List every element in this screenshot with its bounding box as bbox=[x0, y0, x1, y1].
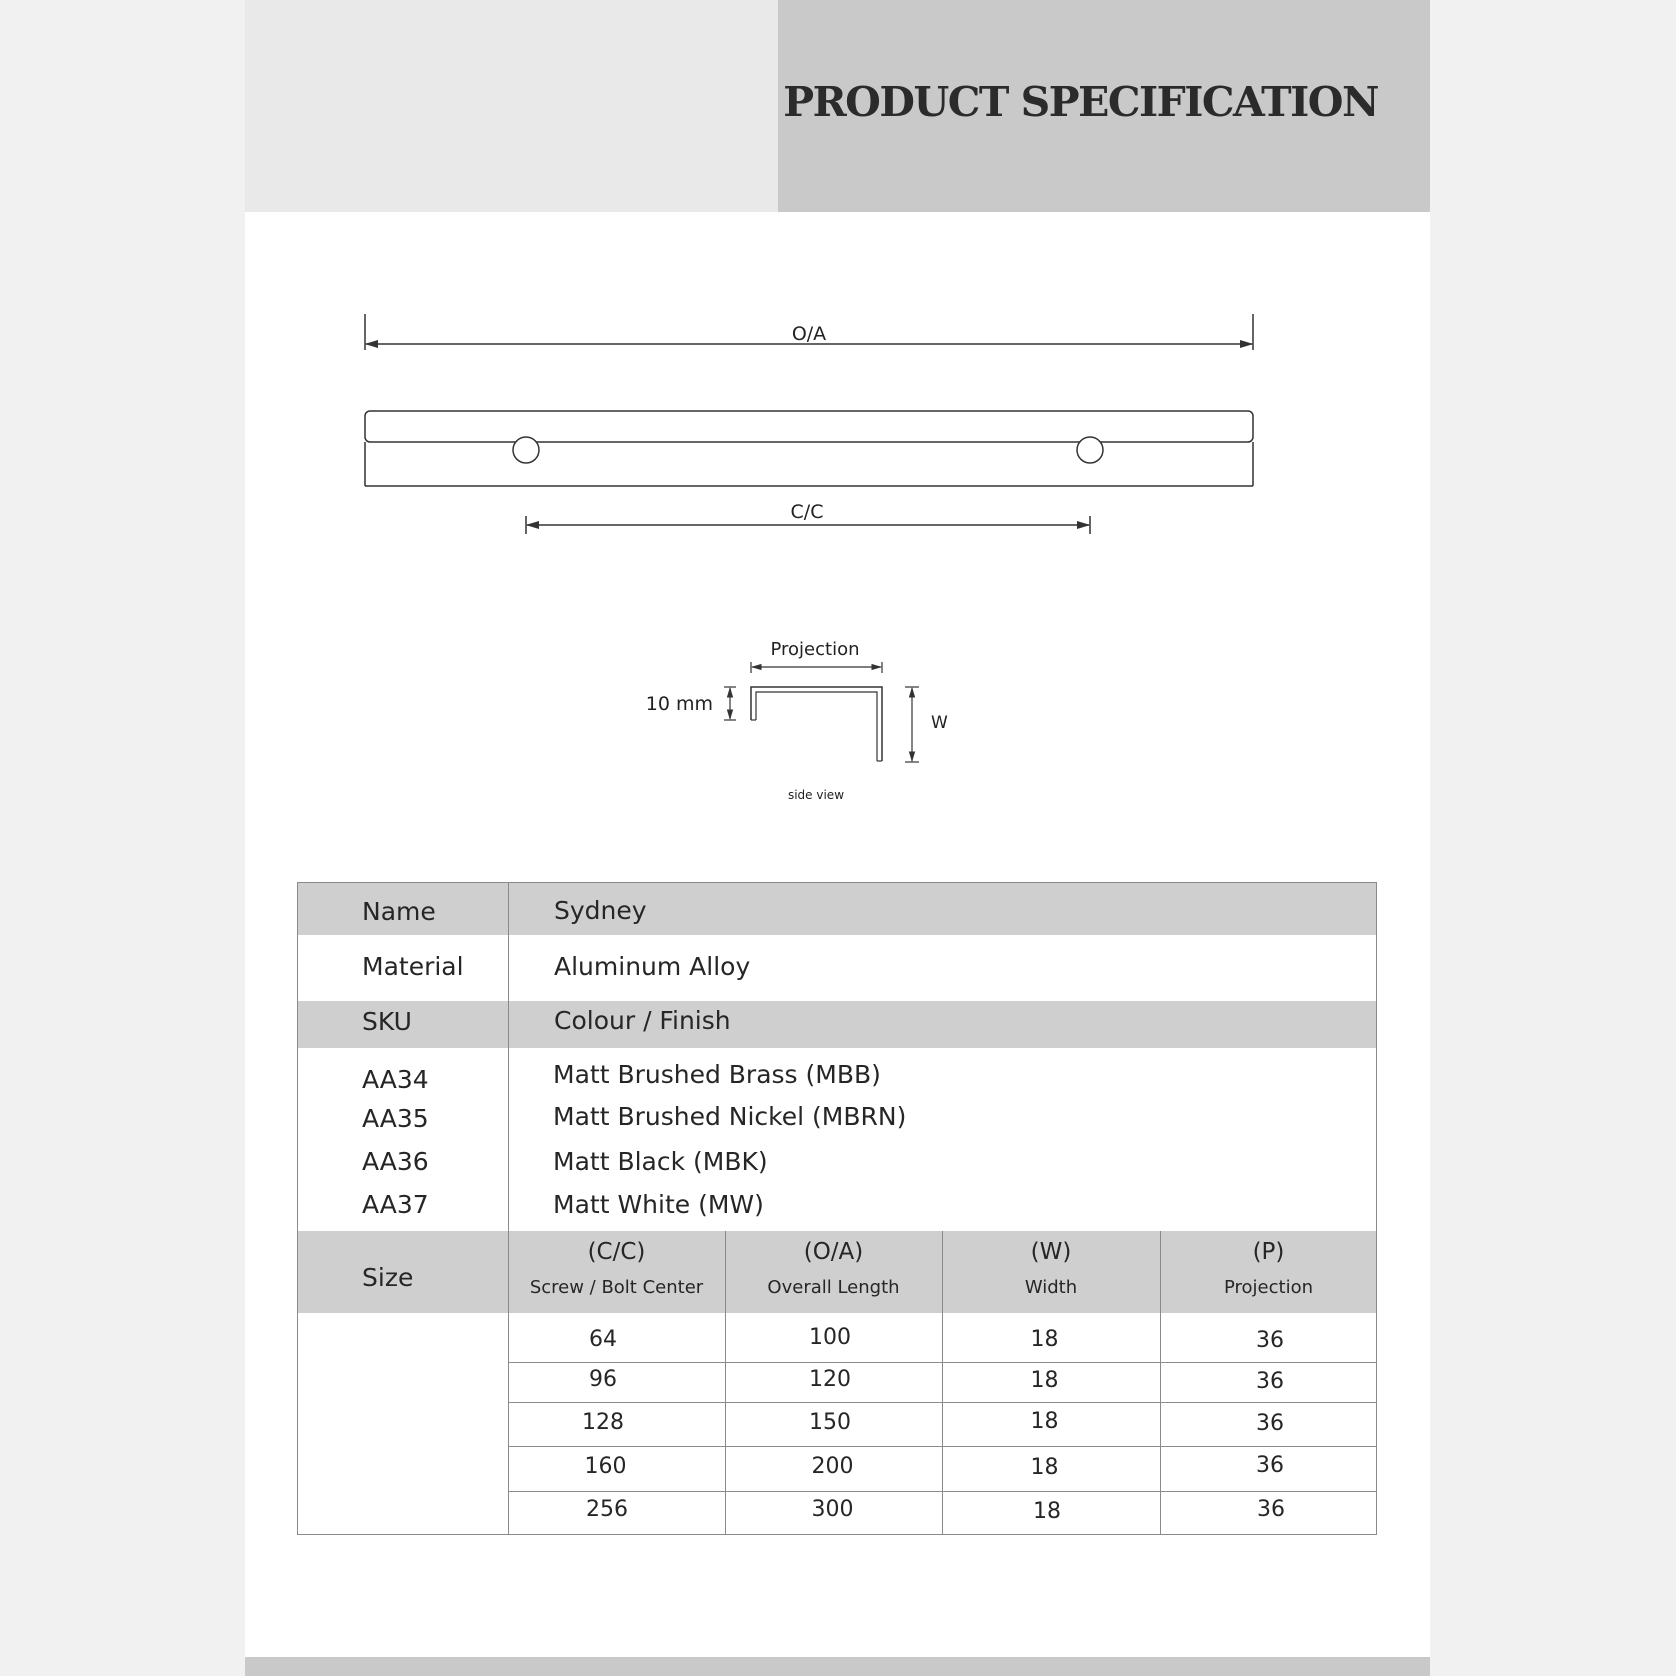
handle-front-view bbox=[365, 411, 1253, 486]
overall-length-dimension bbox=[365, 314, 1253, 350]
name-label: Name bbox=[362, 897, 436, 926]
material-value: Aluminum Alloy bbox=[554, 952, 751, 981]
table-cell: 36 bbox=[1256, 1328, 1284, 1353]
table-cell: 36 bbox=[1256, 1369, 1284, 1394]
sku-code: AA34 bbox=[362, 1065, 429, 1094]
handle-side-view bbox=[646, 639, 948, 802]
table-cell: 36 bbox=[1256, 1411, 1284, 1436]
table-cell: 18 bbox=[1030, 1368, 1059, 1393]
size-column-header bbox=[508, 1239, 725, 1298]
screw-hole bbox=[1077, 437, 1103, 463]
size-row-divider bbox=[508, 1446, 1376, 1447]
specification-table bbox=[297, 882, 1377, 1535]
column-description: Overall Length bbox=[767, 1277, 900, 1298]
label-column-divider bbox=[508, 883, 509, 1534]
table-cell: 256 bbox=[586, 1497, 628, 1522]
center-to-center-dimension bbox=[526, 501, 1090, 534]
projection-label: Projection bbox=[770, 639, 860, 660]
table-cell: 18 bbox=[1033, 1499, 1061, 1524]
sku-code: AA36 bbox=[362, 1147, 429, 1176]
column-description: Width bbox=[1024, 1277, 1078, 1298]
material-label: Material bbox=[362, 952, 464, 981]
column-abbreviation: (O/A) bbox=[803, 1239, 864, 1265]
size-row-divider bbox=[508, 1362, 1376, 1363]
size-column-header bbox=[1160, 1239, 1377, 1298]
table-cell: 128 bbox=[582, 1410, 624, 1435]
table-cell: 36 bbox=[1256, 1453, 1284, 1478]
column-abbreviation: (C/C) bbox=[587, 1239, 646, 1265]
table-cell: 36 bbox=[1257, 1497, 1285, 1522]
header-right-panel bbox=[778, 0, 1430, 212]
header-left-panel bbox=[245, 0, 778, 212]
column-description: Projection bbox=[1223, 1277, 1313, 1298]
finish-name: Matt Black (MBK) bbox=[553, 1147, 768, 1176]
handle-technical-drawing bbox=[245, 212, 1430, 832]
column-abbreviation: (W) bbox=[1030, 1239, 1072, 1265]
table-cell: 64 bbox=[589, 1327, 617, 1352]
table-cell: 120 bbox=[809, 1367, 851, 1392]
width-label: W bbox=[931, 713, 948, 733]
sku-code: AA37 bbox=[362, 1190, 429, 1219]
table-cell: 300 bbox=[811, 1497, 854, 1522]
size-label: Size bbox=[362, 1263, 414, 1292]
size-column-header bbox=[942, 1239, 1160, 1298]
finish-name: Matt Brushed Nickel (MBRN) bbox=[553, 1102, 907, 1131]
finish-name: Matt Brushed Brass (MBB) bbox=[553, 1060, 881, 1089]
table-cell: 18 bbox=[1030, 1409, 1059, 1434]
sku-code: AA35 bbox=[362, 1104, 429, 1133]
screw-hole bbox=[513, 437, 539, 463]
table-cell: 18 bbox=[1030, 1327, 1059, 1352]
table-cell: 18 bbox=[1030, 1455, 1059, 1480]
center-to-center-label: C/C bbox=[790, 501, 824, 523]
side-view-caption: side view bbox=[787, 788, 845, 802]
column-description: Screw / Bolt Center bbox=[529, 1277, 704, 1298]
table-cell: 160 bbox=[584, 1454, 627, 1479]
name-row-band bbox=[298, 883, 1376, 935]
table-cell: 150 bbox=[809, 1410, 851, 1435]
size-row-divider bbox=[508, 1402, 1376, 1403]
sku-label: SKU bbox=[362, 1007, 412, 1036]
footer-bar bbox=[245, 1657, 1430, 1676]
table-cell: 100 bbox=[809, 1325, 851, 1350]
size-row-divider bbox=[508, 1491, 1376, 1492]
finish-name: Matt White (MW) bbox=[553, 1190, 764, 1219]
size-column-header bbox=[725, 1239, 942, 1298]
finish-label: Colour / Finish bbox=[554, 1006, 731, 1035]
name-value: Sydney bbox=[554, 896, 647, 925]
sku-header-band bbox=[298, 1001, 1376, 1048]
table-cell: 200 bbox=[811, 1454, 854, 1479]
thickness-label: 10 mm bbox=[645, 693, 713, 715]
page-title: PRODUCT SPECIFICATION bbox=[783, 78, 1378, 126]
column-abbreviation: (P) bbox=[1252, 1239, 1285, 1265]
overall-length-label: O/A bbox=[791, 323, 827, 345]
table-cell: 96 bbox=[589, 1367, 617, 1392]
